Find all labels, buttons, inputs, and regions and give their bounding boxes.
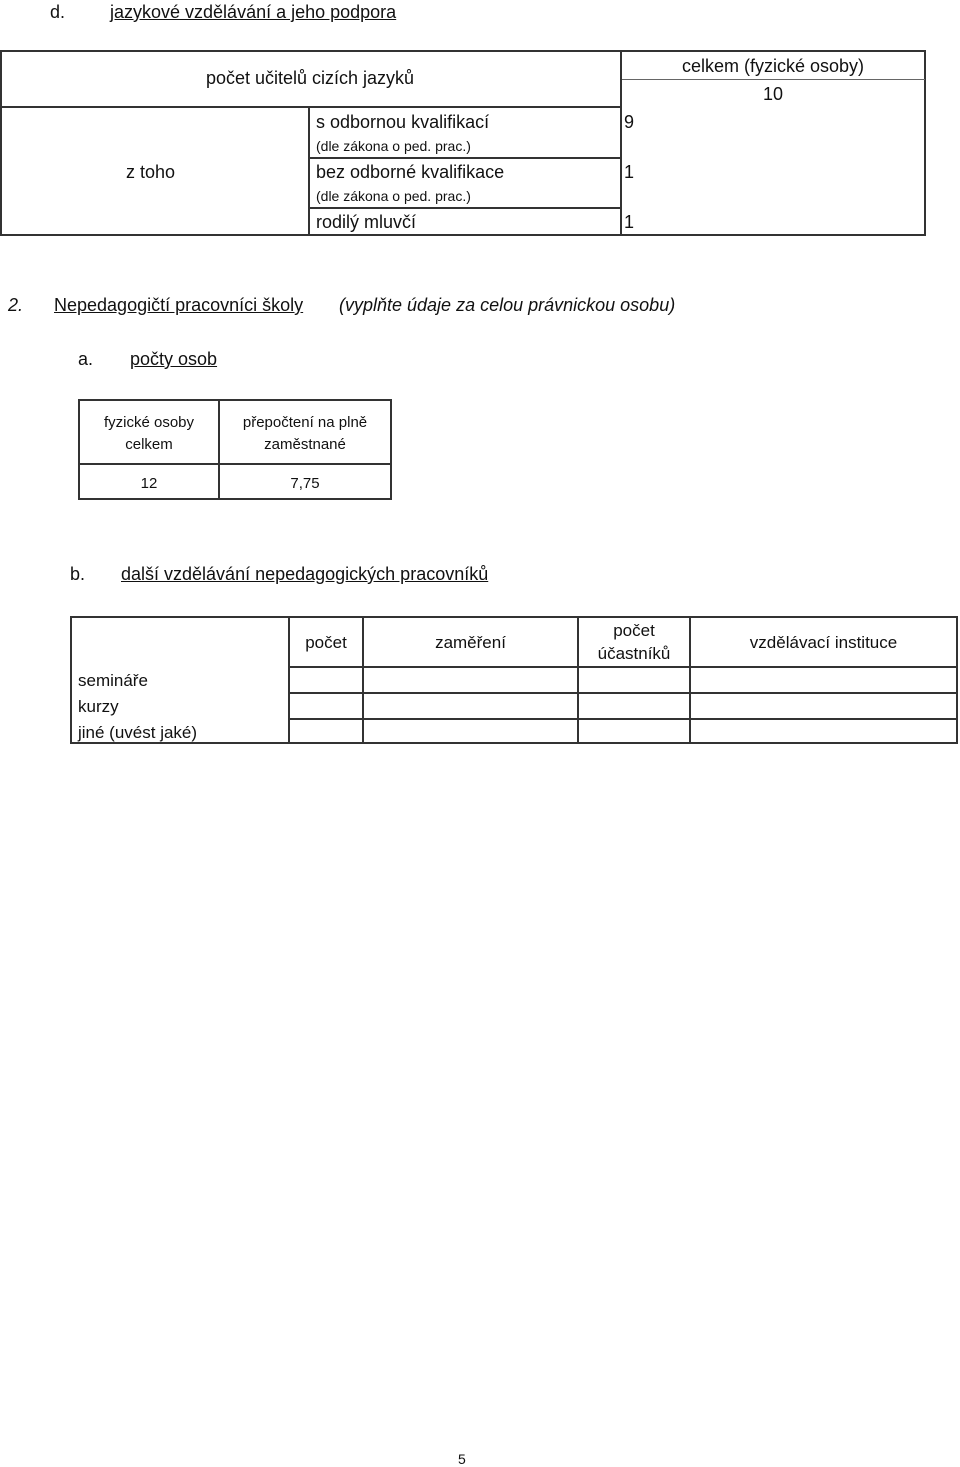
row-label-qualified: s odbornou kvalifikací (316, 112, 490, 132)
section-2-title: Nepedagogičtí pracovníci školy (54, 295, 304, 315)
section-2-note: (vyplňte údaje za celou právnickou osobu) (339, 295, 676, 315)
row-note-unqualified: (dle zákona o ped. prac.) (316, 188, 471, 204)
section-letter: d. (50, 2, 66, 22)
section-title: jazykové vzdělávání a jeho podpora (110, 2, 397, 22)
participants-header-line1: počet (613, 621, 655, 640)
row-label-unqualified: bez odborné kvalifikace (316, 162, 505, 182)
row-value-qualified: 9 (624, 112, 635, 132)
row-label-seminars: semináře (78, 671, 148, 690)
focus-header: zaměření (435, 633, 506, 652)
count-header: počet (305, 633, 347, 652)
section-2-number: 2. (8, 295, 24, 315)
physical-persons-value: 12 (140, 475, 158, 492)
physical-persons-header-line1: fyzické osoby (103, 414, 195, 431)
row-label-other: jiné (uvést jaké) (78, 723, 198, 742)
subsection-b-letter: b. (70, 564, 86, 584)
participants-header-line2: účastníků (597, 644, 671, 663)
physical-persons-header-line2: celkem (125, 436, 173, 453)
row-label-native-speaker: rodilý mluvčí (316, 212, 417, 232)
row-value-unqualified: 1 (624, 162, 635, 182)
page-number: 5 (458, 1451, 466, 1467)
total-value: 10 (762, 84, 784, 104)
subsection-a-letter: a. (78, 349, 94, 369)
row-value-native-speaker: 1 (624, 212, 635, 232)
teachers-count-header: počet učitelů cizích jazyků (205, 68, 415, 88)
institution-header: vzdělávací instituce (749, 633, 898, 652)
fte-header-line2: zaměstnané (264, 436, 346, 453)
fte-header-line1: přepočtení na plně (242, 414, 368, 431)
subsection-b-title: další vzdělávání nepedagogických pracovníků (121, 564, 489, 584)
total-header: celkem (fyzické osoby) (681, 56, 865, 76)
fte-value: 7,75 (290, 475, 320, 492)
row-note-qualified: (dle zákona o ped. prac.) (316, 138, 471, 154)
subsection-a-title: počty osob (130, 349, 218, 369)
group-label: z toho (126, 162, 176, 182)
row-label-courses: kurzy (78, 697, 119, 716)
